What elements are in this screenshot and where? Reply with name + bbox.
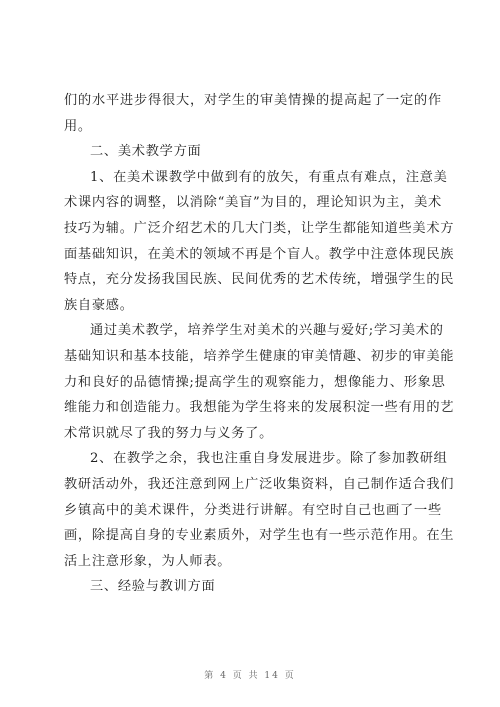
section-heading: 二、美术教学方面 [90,144,202,160]
body-line: 1、在美术课教学中做到有的放矢，有重点有难点，注意美 [90,169,448,185]
body-line: 教研活动外，我还注意到网上广泛收集资料，自己制作适合我们 [64,476,455,492]
body-line: 族自豪感。 [64,297,134,313]
body-line: 乡镇高中的美术课件，分类进行讲解。有空时自己也画了一些 [64,502,442,518]
section-heading: 三、经验与教训方面 [90,579,216,595]
body-line: 术课内容的调整，以消除“美盲”为目的，理论知识为主，美术 [64,195,442,211]
body-line: 特点，充分发扬我国民族、民间优秀的艺术传统，增强学生的民 [64,272,455,288]
body-line: 画，除提高自身的专业素质外，对学生也有一些示范作用。在生 [64,528,455,544]
body-line: 基础知识和基本技能，培养学生健康的审美情趣、初步的审美能 [64,348,455,364]
body-line: 技巧为辅。广泛介绍艺术的几大门类，让学生都能知道些美术方 [64,220,455,236]
body-line: 通过美术教学，培养学生对美术的兴趣与爱好;学习美术的 [90,323,444,339]
body-line: 力和良好的品德情操;提高学生的观察能力，想像能力、形象思 [64,374,446,390]
body-line: 活上注意形象，为人师表。 [64,553,232,569]
body-line: 面基础知识，在美术的领域不再是个盲人。教学中注意体现民族 [64,246,455,262]
document-body [64,88,455,600]
body-line: 术常识就尽了我的努力与义务了。 [64,425,274,441]
body-line: 用。 [64,118,92,134]
page-number-footer: 第 4 页 共 14 页 [204,671,296,681]
body-line: 2、在教学之余，我也注重自身发展进步。除了参加教研组 [90,451,448,467]
body-line: 们的水平进步得很大，对学生的审美情操的提高起了一定的作 [64,93,442,108]
body-line: 维能力和创造能力。我想能为学生将来的发展积淀一些有用的艺 [64,400,455,416]
